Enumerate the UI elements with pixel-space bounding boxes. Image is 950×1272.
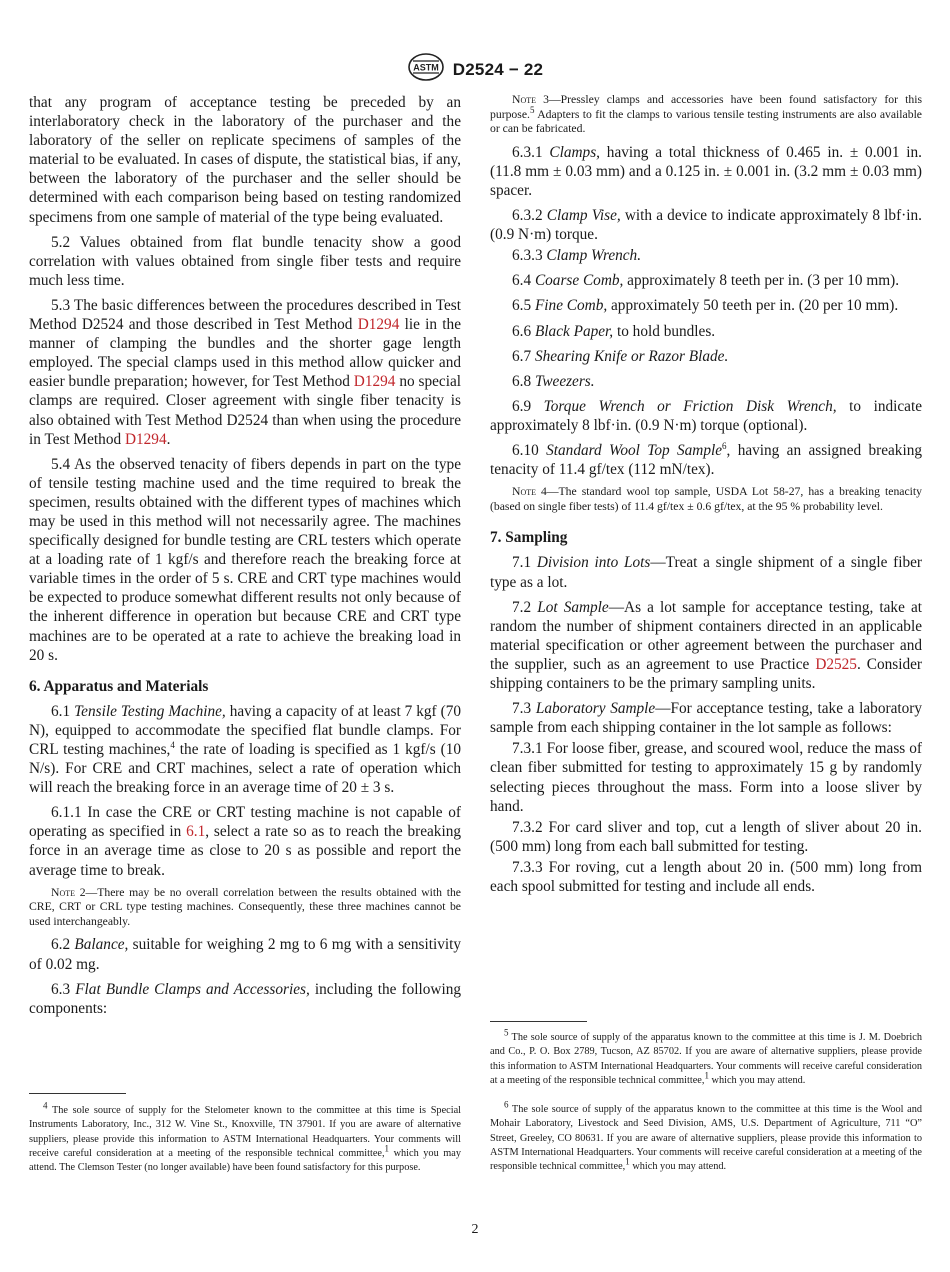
- link-d1294[interactable]: D1294: [353, 373, 396, 391]
- link-d1294[interactable]: D1294: [357, 316, 400, 334]
- paragraph-5-3: 5.3 The basic differences between the procedures described in Test Method D2524 and those described in Test Method D1294 lie in the manner of clamping the bundles and the shorter gage length employed. The special clamps used in this method allow quicker and easier bundle preparation; however, for Test Method D1294 no special clamps are required. Closer agreement with single fiber tenacity is also obtained with Test Method D2524 than when using the procedure in Test Method D1294.: [29, 296, 461, 448]
- astm-logo-icon: [407, 52, 445, 87]
- paragraph-6-3-2: 6.3.2 Clamp Vise, with a device to indicate approximately 8 lbf·in. (0.9 N·m) torque.: [490, 207, 922, 244]
- paragraph-6-4: 6.4 Coarse Comb, approximately 8 teeth per in. (3 per 10 mm).: [512, 272, 900, 290]
- page-number: 2: [471, 1222, 479, 1237]
- paragraph-5-1-continued: that any program of acceptance testing be preceded by an interlaboratory check in the laboratory of the purchaser and the laboratory of the seller on replicate specimens of samples of the material to be evaluated. In cases of dispute, the statistical bias, if any, between the laboratory of the purchaser and the seller should be determined with each comparison being based on testing randomized specimens from one sample of material of the type being evaluated.: [29, 94, 461, 226]
- footnote-ref-4[interactable]: 4: [170, 739, 175, 750]
- paragraph-6-1-1: 6.1.1 In case the CRE or CRT testing machine is not capable of operating as specified in 6.1, select a rate so as to reach the breaking force in an average time as close to 20 s as possible and report the average time to break.: [29, 804, 461, 879]
- paragraph-6-6: 6.6 Black Paper, to hold bundles.: [512, 322, 716, 340]
- note-4: Note 4—The standard wool top sample, USDA Lot 58-27, has a breaking tenacity (based on single fiber tests) of 11.4 gf/tex ± 0.6 gf/tex, at the 95 % probability level.: [490, 485, 922, 513]
- footnote-ref-5[interactable]: 5: [529, 104, 535, 115]
- link-d1294[interactable]: D1294: [124, 430, 167, 448]
- section-heading-6: 6. Apparatus and Materials: [29, 677, 209, 695]
- footnote-5: $^5$ The sole source of supply of the apparatus known to the committee at this time is J. M. Doebrich and Co., P. O. Box 2789, Tucson, AZ 85702. If you are aware of alternative suppliers, please provide this information to ASTM International Headquarters. Your comments will receive careful consideration at a meeting of the responsible technical committee,$^1$ which you may attend.: [490, 1027, 922, 1086]
- document-designation: D2524 − 22: [452, 59, 544, 79]
- link-6-1[interactable]: 6.1: [186, 823, 206, 841]
- svg-text:ASTM: ASTM: [413, 62, 439, 73]
- link-d2525[interactable]: D2525: [815, 655, 857, 673]
- footnote-4: $^4$ The sole source of supply for the Stelometer known to the committee at this time is Special Instruments Laboratory, Inc., 312 W. Vine St., Knoxville, TN 37901. If you are aware of alternative suppliers, please provide this information to ASTM International Headquarters. Your comments will receive careful consideration at a meeting of the responsible technical committee,$^1$ which you may attend. The Clemson Tester (no longer available) have been found satisfactory for this purpose.: [29, 1100, 461, 1174]
- paragraph-7-3-1: 7.3.1 For loose fiber, grease, and scoured wool, reduce the mass of clean fiber submitted for testing to approximately 15 g by randomly selecting pieces throughout the mass. Form into a loose sliver by hand.: [490, 740, 922, 815]
- left-column: [29, 93, 461, 1024]
- paragraph-6-3-1: 6.3.1 Clamps, having a total thickness of 0.465 in. ± 0.001 in. (11.8 mm ± 0.03 mm) and a 0.125 in. ± 0.001 in. (3.2 mm ± 0.03 mm) spacer.: [490, 143, 923, 199]
- footnote-ref-6[interactable]: 6: [722, 440, 727, 451]
- paragraph-7-3: 7.3 Laboratory Sample—For acceptance testing, take a laboratory sample from each shipping container in the lot sample as follows:: [490, 700, 923, 737]
- paragraph-7-2: 7.2 Lot Sample—As a lot sample for acceptance testing, take at random the number of shipment containers directed in an applicable material specification or other agreement between the purchaser and the supplier, such as an agreement to use Practice D2525. Consider shipping containers to be the primary sampling units.: [490, 598, 922, 693]
- paragraph-6-1: 6.1 Tensile Testing Machine, having a capacity of at least 7 kgf (70 N), equipped to accommodate the specified flat bundle clamps. For CRL testing machines,$^4$ the rate of loading is specified as 1 kgf/s (10 N/s). For CRE and CRT machines, select a rate of operation which will reach the breaking force in an average time of 20 ± 3 s.: [29, 702, 461, 797]
- footnote-6: $^6$ The sole source of supply of the apparatus known to the committee at this time is the Wool and Mohair Laboratory, Livestock and Seed Division, AMS, U.S. Department of Agriculture, 711 “O” Street, Greeley, CO 80631. If you are aware of alternative suppliers, please provide this information to ASTM International Headquarters. Your comments will receive careful consideration at a meeting of the responsible technical committee,$^1$ which you may attend.: [490, 1099, 922, 1173]
- paragraph-6-10: 6.10 Standard Wool Top Sample$^6$, having an assigned breaking tenacity of 11.4 gf/tex (112 mN/tex).: [490, 440, 922, 479]
- paragraph-6-7: 6.7 Shearing Knife or Razor Blade.: [512, 347, 729, 365]
- paragraph-6-5: 6.5 Fine Comb, approximately 50 teeth per in. (20 per 10 mm).: [512, 297, 899, 315]
- paragraph-6-3: 6.3 Flat Bundle Clamps and Accessories, including the following components:: [29, 980, 461, 1017]
- paragraph-5-4: 5.4 As the observed tenacity of fibers depends in part on the type of tensile testing machine used and the time required to break the specimen, results obtained with the different types of machines which may be used in this method will not necessarily agree. The machines specifically designed for bundle testing are CRL testers which operate at a loading rate of 1 kgf/s and therefore reach the breaking force at variable times in the order of 5 s. CRE and CRT type machines would be expected to produce somewhat different results not only because of the inherent difference in operation but because CRE and CRT type machines are to be operated at a rate to achieve the breaking load in 20 s.: [29, 455, 461, 664]
- footnote-divider: [29, 1093, 126, 1094]
- section-heading-7: 7. Sampling: [490, 529, 568, 547]
- right-column: [490, 93, 922, 902]
- paragraph-7-3-2: 7.3.2 For card sliver and top, cut a length of sliver about 20 in. (500 mm) long from each ball submitted for testing.: [490, 818, 922, 855]
- page-header: [0, 52, 950, 86]
- note-2: Note 2—There may be no overall correlation between the results obtained with the CRE, CRT or CRL type testing machines. Consequently, these three machines cannot be used interchangeably.: [29, 885, 461, 928]
- note-3: Note 3—Pressley clamps and accessories have been found satisfactory for this purpose.$^5$ Adapters to fit the clamps to various tensile testing instruments are also available or can be fabricated.: [490, 93, 922, 136]
- paragraph-6-8: 6.8 Tweezers.: [512, 372, 595, 390]
- paragraph-7-3-3: 7.3.3 For roving, cut a length about 20 in. (500 mm) long from each spool submitted for testing and include all ends.: [490, 858, 922, 895]
- paragraph-5-2: 5.2 Values obtained from flat bundle tenacity show a good correlation with values obtained from single fiber tests and require much less time.: [29, 233, 461, 289]
- footnote-divider: [490, 1021, 587, 1022]
- paragraph-7-1: 7.1 Division into Lots—Treat a single shipment of a single fiber type as a lot.: [490, 554, 922, 591]
- paragraph-6-3-3: 6.3.3 Clamp Wrench.: [512, 247, 642, 265]
- paragraph-6-2: 6.2 Balance, suitable for weighing 2 mg to 6 mg with a sensitivity of 0.02 mg.: [29, 936, 461, 973]
- paragraph-6-9: 6.9 Torque Wrench or Friction Disk Wrench, to indicate approximately 8 lbf·in. (0.9 N·m) torque (optional).: [490, 397, 922, 434]
